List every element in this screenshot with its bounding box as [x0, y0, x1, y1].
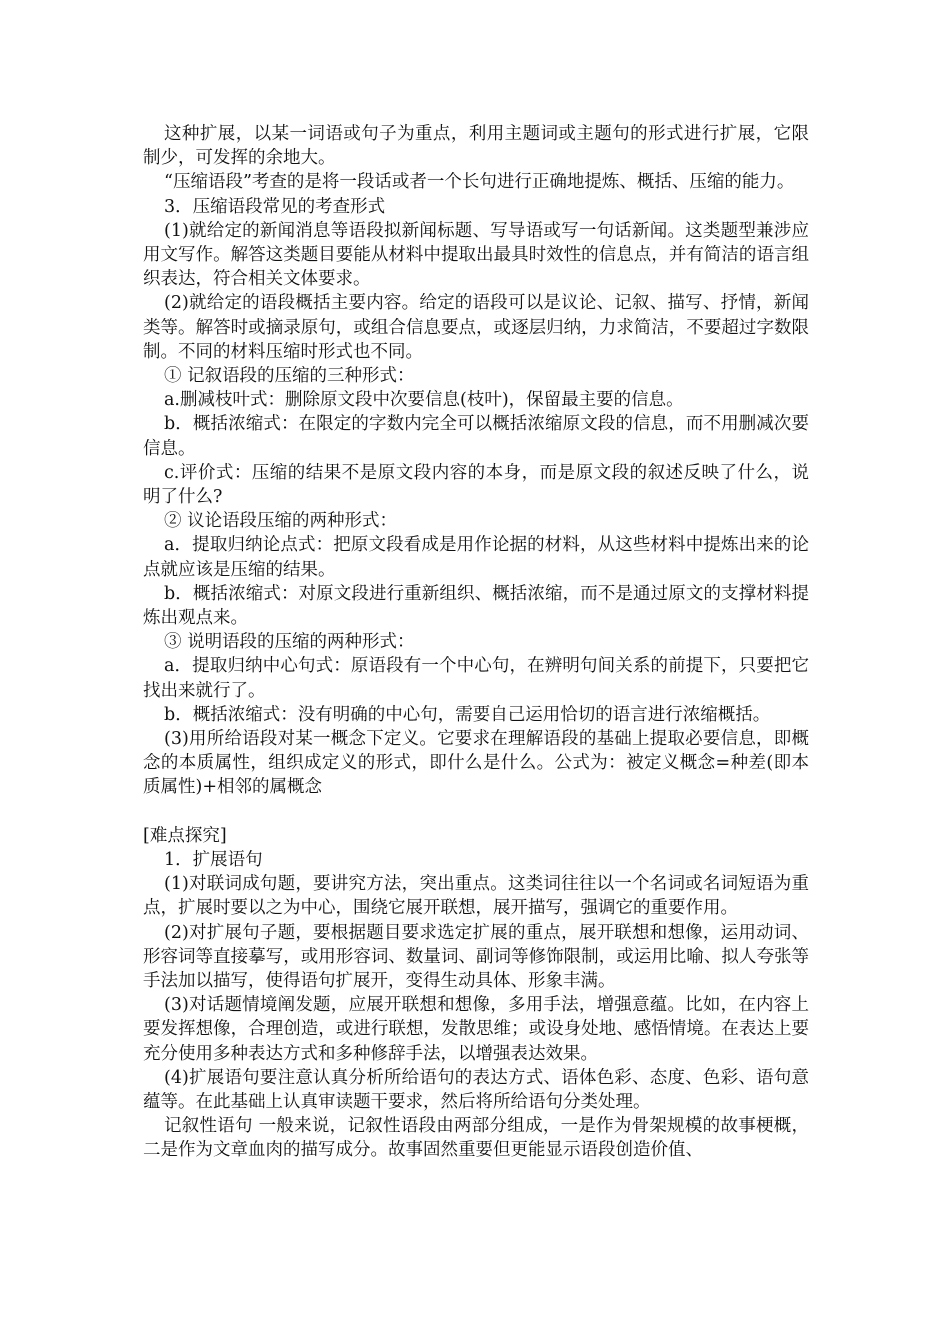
paragraph: (1)就给定的新闻消息等语段拟新闻标题、写导语或写一句话新闻。这类题型兼涉应用文写作。解答这类题目要能从材料中提取出最具时效性的信息点，并有简洁的语言组织表达，符合相关文体要求。: [143, 220, 809, 290]
paragraph: b．概括浓缩式：对原文段进行重新组织、概括浓缩，而不是通过原文的支撑材料提炼出观点来。: [143, 583, 809, 629]
paragraph: 记叙性语句 一般来说，记叙性语段由两部分组成，一是作为骨架规模的故事梗概，二是作为文章血肉的描写成分。故事固然重要但更能显示语段创造价值、: [143, 1116, 809, 1161]
paragraph: a．提取归纳论点式：把原文段看成是用作论据的材料，从这些材料中提炼出来的论点就应该是压缩的结果。: [143, 535, 809, 580]
section-title: [难点探究]: [143, 825, 227, 846]
paragraph: (2)对扩展句子题，要根据题目要求选定扩展的重点，展开联想和想像，运用动词、形容词等直接摹写，或用形容词、数量词、副词等修饰限制，或运用比喻、拟人夸张等手法加以描写，使得语句扩展开，变得生动具体、形象丰满。: [143, 922, 809, 991]
sub-heading: ② 议论语段压缩的两种形式：: [164, 511, 398, 532]
paragraph: b．概括浓缩式：没有明确的中心句，需要自己运用恰切的语言进行浓缩概括。: [164, 704, 771, 725]
paragraph: (3)用所给语段对某一概念下定义。它要求在理解语段的基础上提取必要信息，即概念的本质属性，组织成定义的形式，即什么是什么。公式为：被定义概念=种差(即本质属性)+相邻的属概念: [143, 729, 809, 798]
paragraph: (3)对话题情境阐发题，应展开联想和想像，多用手法，增强意蕴。比如，在内容上要发挥想像，合理创造，或进行联想，发散思维；或设身处地、感悟情境。在表达上要充分使用多种表达方式和多种修辞手法，以增强表达效果。: [143, 995, 809, 1064]
paragraph: “压缩语段”考查的是将一段话或者一个长句进行正确地提炼、概括、压缩的能力。: [164, 172, 795, 193]
section-heading: 3．压缩语段常见的考查形式: [164, 196, 386, 217]
sub-heading: ① 记叙语段的压缩的三种形式：: [164, 366, 415, 387]
sub-heading: ③ 说明语段的压缩的两种形式：: [164, 632, 415, 653]
paragraph: a．提取归纳中心句式：原语段有一个中心句，在辨明句间关系的前提下，只要把它找出来就行了。: [143, 656, 809, 701]
document-page: [143, 122, 809, 1163]
paragraph: 这种扩展，以某一词语或句子为重点，利用主题词或主题句的形式进行扩展，它限制少，可发挥的余地大。: [143, 124, 809, 169]
paragraph: (2)就给定的语段概括主要内容。给定的语段可以是议论、记叙、描写、抒情，新闻类等。解答时或摘录原句，或组合信息要点，或逐层归纳，力求简洁，不要超过字数限制。不同的材料压缩时形式也不同。: [143, 293, 809, 362]
section-heading: 1．扩展语句: [164, 849, 263, 870]
section-gap: [143, 800, 809, 824]
paragraph: a.删减枝叶式：删除原文段中次要信息(枝叶)，保留最主要的信息。: [164, 390, 684, 411]
paragraph: c.评价式：压缩的结果不是原文段内容的本身，而是原文段的叙述反映了什么，说明了什么?: [143, 462, 809, 508]
paragraph: (4)扩展语句要注意认真分析所给语句的表达方式、语体色彩、态度、色彩、语句意蕴等。在此基础上认真审读题干要求，然后将所给语句分类处理。: [143, 1067, 809, 1112]
paragraph: b．概括浓缩式：在限定的字数内完全可以概括浓缩原文段的信息，而不用删减次要信息。: [143, 414, 809, 459]
paragraph: (1)对联词成句题，要讲究方法，突出重点。这类词往往以一个名词或名词短语为重点，扩展时要以之为中心，围绕它展开联想，展开描写，强调它的重要作用。: [143, 874, 809, 919]
